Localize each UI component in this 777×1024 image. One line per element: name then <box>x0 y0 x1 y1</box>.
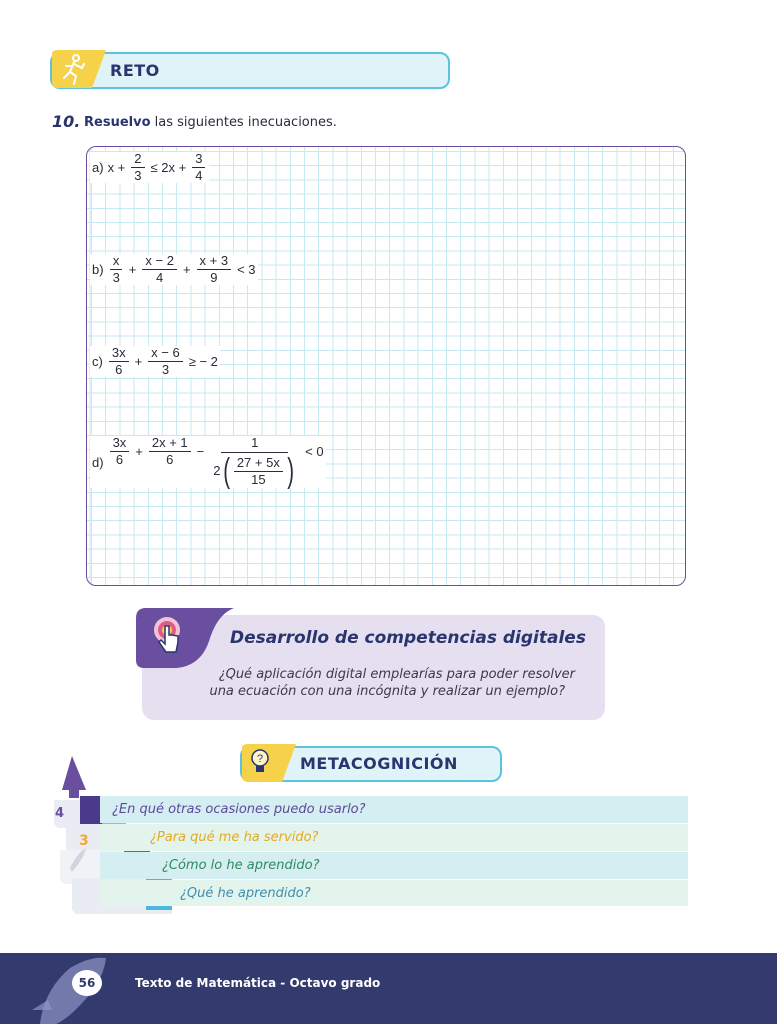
fraction-nested <box>210 436 299 488</box>
metacognition-row-3 <box>100 824 688 851</box>
numerator: x − 6 <box>148 346 183 362</box>
metacognition-question-3: ¿Para qué me ha servido? <box>150 830 319 845</box>
item-label: d) <box>92 454 104 470</box>
operator: − <box>196 444 205 459</box>
touch-icon <box>136 608 236 670</box>
coefficient: 2 <box>213 463 221 478</box>
inequality-d <box>90 436 326 488</box>
denominator: 6 <box>115 362 123 377</box>
numerator: 3x <box>110 436 130 452</box>
numerator: 3 <box>192 152 205 168</box>
step-number-4: 4 <box>55 806 65 821</box>
numerator: x − 2 <box>142 254 177 270</box>
denominator: 3 <box>112 270 120 285</box>
relation: < 3 <box>237 262 256 277</box>
lightbulb-icon <box>238 742 298 784</box>
inner-fraction <box>234 456 283 487</box>
fraction <box>110 254 123 285</box>
question-verb: Resuelvo <box>84 115 151 130</box>
runner-icon <box>48 48 110 90</box>
metacognition-question-1: ¿Qué he aprendido? <box>180 886 311 901</box>
fraction <box>109 346 129 377</box>
left-paren: ( <box>222 452 230 490</box>
inequality-c <box>90 346 220 377</box>
operator: + <box>135 444 143 459</box>
numerator: 2 <box>131 152 144 168</box>
metacognition-row-1 <box>100 880 688 906</box>
digital-question-line1: ¿Qué aplicación digital emplearías para poder resolver <box>218 667 575 682</box>
term: x + <box>107 160 126 175</box>
fraction <box>110 436 130 467</box>
question-rest: las siguientes inecuaciones. <box>150 115 337 130</box>
denominator: 4 <box>195 168 203 183</box>
metacognition-row-4 <box>100 796 688 823</box>
metacognition-question-4: ¿En qué otras ocasiones puedo usarlo? <box>112 802 366 817</box>
inequality-a <box>90 152 209 183</box>
question-text <box>84 115 337 130</box>
fraction <box>149 436 191 467</box>
operator: + <box>182 262 191 277</box>
footer-bar <box>0 953 777 1024</box>
fraction <box>142 254 177 285</box>
right-paren: ) <box>287 452 294 490</box>
svg-text:?: ? <box>256 753 264 765</box>
numerator: x + 3 <box>197 254 232 270</box>
question-number: 10. <box>52 112 81 131</box>
arrow-up-icon <box>62 756 86 798</box>
denominator: 6 <box>115 452 124 467</box>
item-label: c) <box>92 354 103 369</box>
metacognition-question-2: ¿Cómo lo he aprendido? <box>162 858 320 873</box>
relation: < 0 <box>305 444 324 459</box>
footer-title: Texto de Matemática - Octavo grado <box>135 976 381 990</box>
denominator: 9 <box>210 270 218 285</box>
numerator: 3x <box>109 346 129 362</box>
inequality-b <box>90 254 258 285</box>
numerator: x <box>110 254 123 270</box>
denominator: 15 <box>251 471 266 487</box>
numerator: 1 <box>221 436 288 453</box>
digital-title: Desarrollo de competencias digitales <box>230 628 586 648</box>
page-number: 56 <box>72 970 102 996</box>
item-label: a) <box>92 160 104 175</box>
item-label: b) <box>92 262 104 277</box>
digital-question-line2: una ecuación con una incógnita y realizar un ejemplo? <box>209 684 565 699</box>
fraction <box>148 346 183 377</box>
step-number-3: 3 <box>79 833 89 849</box>
denominator: 4 <box>156 270 164 285</box>
reto-title: RETO <box>110 61 160 80</box>
denominator: 3 <box>161 362 170 377</box>
operator: + <box>134 354 143 369</box>
fraction <box>192 152 205 183</box>
metacognition-row-2 <box>100 852 688 879</box>
operator: + <box>128 262 137 277</box>
numerator: 2x + 1 <box>149 436 191 452</box>
denominator <box>210 453 299 488</box>
term: ≤ 2x + <box>150 160 187 175</box>
relation: ≥ − 2 <box>188 354 218 369</box>
denominator: 3 <box>134 168 142 183</box>
numerator: 27 + 5x <box>234 456 283 472</box>
fraction <box>197 254 232 285</box>
fraction <box>131 152 144 183</box>
metacognition-title: METACOGNICIÓN <box>300 754 458 773</box>
denominator: 6 <box>166 452 174 467</box>
